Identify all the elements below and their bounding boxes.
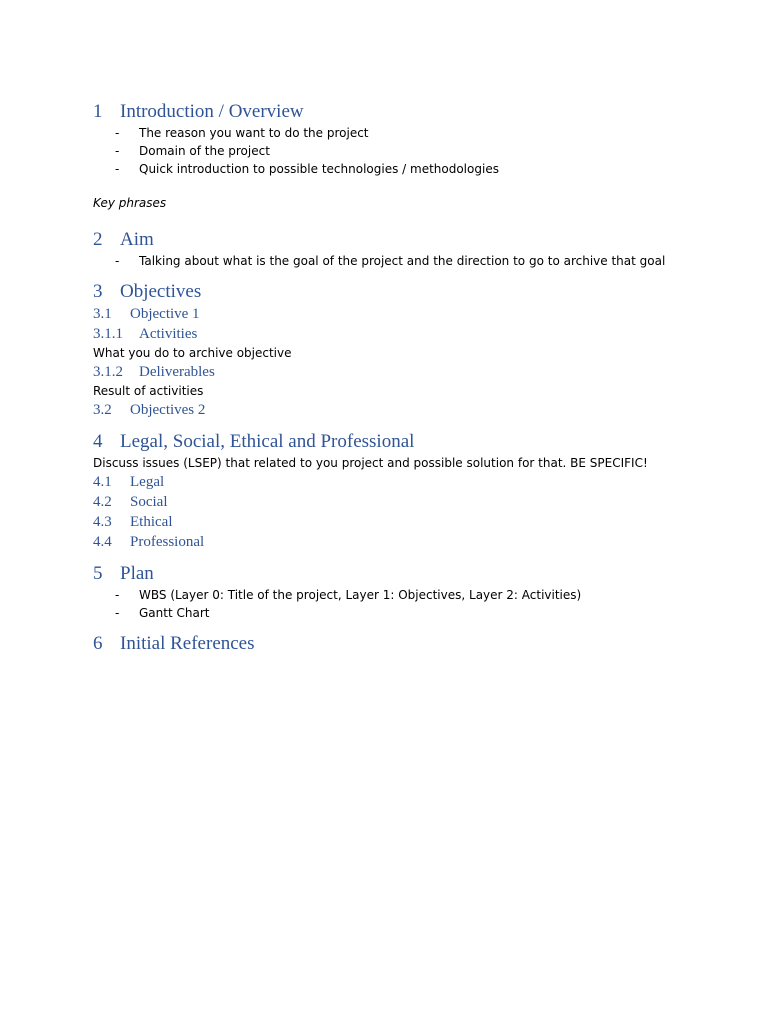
deliverables-text: Result of activities (93, 384, 204, 398)
heading-objectives-2 (93, 400, 693, 420)
lsep-text: Discuss issues (LSEP) that related to you project and possible solution for that. BE SPECIFIC! (93, 456, 648, 470)
heading-title: Professional (130, 534, 205, 550)
heading-ethical (93, 512, 693, 532)
heading-title: Deliverables (139, 364, 215, 380)
list-item-text: WBS (Layer 0: Title of the project, Layer 1: Objectives, Layer 2: Activities) (139, 588, 582, 602)
list-item (93, 124, 669, 142)
heading-title: Introduction / Overview (120, 101, 304, 122)
activities-text: What you do to archive objective (93, 346, 292, 360)
heading-plan (93, 562, 693, 586)
heading-number: 6 (93, 633, 103, 654)
list-item (93, 252, 669, 270)
heading-title: Objective 1 (130, 306, 200, 322)
plan-bullet-list (93, 586, 693, 622)
heading-number: 3 (93, 281, 103, 302)
dash-bullet: - (115, 126, 120, 140)
heading-legal (93, 472, 693, 492)
heading-number: 4.4 (93, 534, 112, 550)
heading-number: 5 (93, 563, 103, 584)
list-item (93, 142, 669, 160)
list-item-text: Domain of the project (139, 144, 270, 158)
list-item-text: Quick introduction to possible technologies / methodologies (139, 162, 499, 176)
heading-social (93, 492, 693, 512)
heading-title: Activities (139, 326, 198, 342)
heading-title: Aim (120, 229, 154, 250)
dash-bullet: - (115, 606, 120, 620)
heading-title: Legal, Social, Ethical and Professional (120, 431, 415, 452)
key-phrases-label: Key phrases (93, 196, 167, 210)
heading-title: Objectives (120, 281, 202, 302)
dash-bullet: - (115, 162, 120, 176)
list-item-text: Talking about what is the goal of the project and the direction to go to archive that goal (139, 254, 666, 268)
heading-number: 3.1.2 (93, 364, 123, 380)
list-item-text: The reason you want to do the project (139, 126, 369, 140)
heading-number: 3.2 (93, 402, 112, 418)
list-item (93, 160, 669, 178)
heading-title: Plan (120, 563, 154, 584)
heading-introduction (93, 100, 693, 124)
heading-deliverables (93, 362, 693, 382)
aim-bullet-list (93, 252, 693, 270)
heading-number: 4 (93, 431, 103, 452)
heading-objective-1 (93, 304, 693, 324)
dash-bullet: - (115, 254, 120, 268)
heading-number: 4.1 (93, 474, 112, 490)
dash-bullet: - (115, 144, 120, 158)
heading-number: 4.3 (93, 514, 112, 530)
heading-objectives (93, 280, 693, 304)
list-item (93, 586, 669, 604)
heading-number: 1 (93, 101, 103, 122)
heading-title: Objectives 2 (130, 402, 206, 418)
heading-title: Legal (130, 474, 165, 490)
heading-number: 3.1 (93, 306, 112, 322)
heading-number: 2 (93, 229, 103, 250)
heading-activities (93, 324, 693, 344)
heading-initial-references (93, 632, 693, 656)
heading-aim (93, 228, 693, 252)
list-item-text: Gantt Chart (139, 606, 210, 620)
intro-bullet-list (93, 124, 693, 178)
heading-title: Initial References (120, 633, 255, 654)
document-page (93, 100, 693, 656)
list-item (93, 604, 669, 622)
heading-title: Ethical (130, 514, 173, 530)
heading-number: 4.2 (93, 494, 112, 510)
heading-professional (93, 532, 693, 552)
dash-bullet: - (115, 588, 120, 602)
heading-lsep (93, 430, 693, 454)
heading-title: Social (130, 494, 168, 510)
heading-number: 3.1.1 (93, 326, 123, 342)
